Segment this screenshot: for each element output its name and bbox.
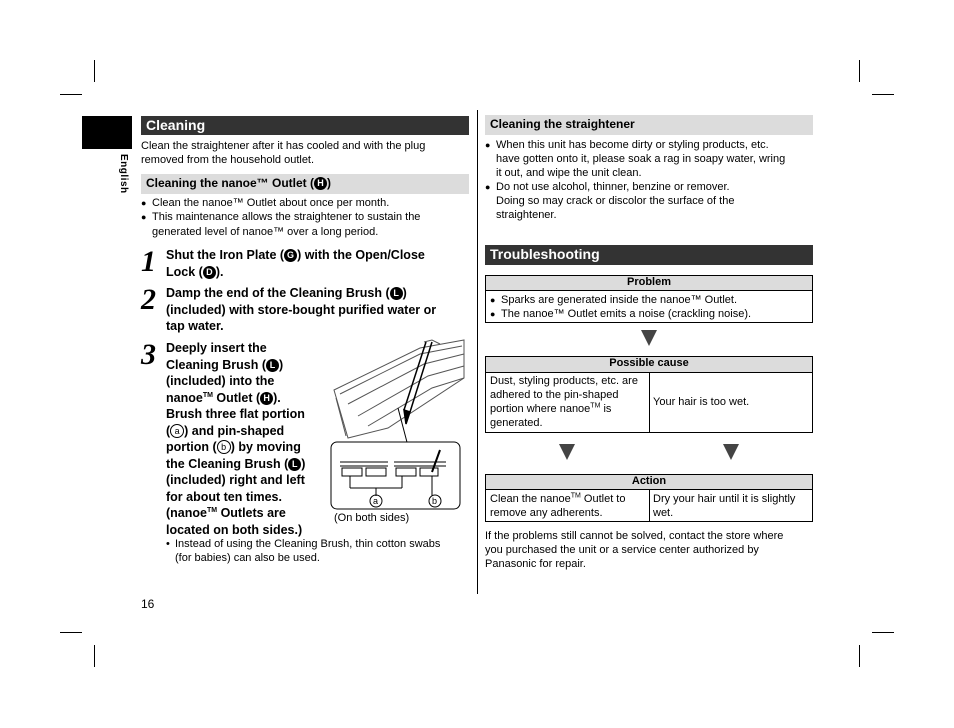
nanoe-bullet-2-cont: generated level of nanoe™ over a long period. xyxy=(152,226,379,238)
cause-divider xyxy=(649,372,650,433)
trademark-sup: TM xyxy=(202,391,213,399)
step-1-line-2 xyxy=(166,264,466,281)
straightener-bullet-1: ● When this unit has become dirty or styling products, etc. xyxy=(485,138,815,152)
step-3-text: Outlets are xyxy=(217,506,286,520)
action-1 xyxy=(490,492,648,520)
part-h-badge: H xyxy=(260,392,273,405)
trademark-sup: TM xyxy=(590,402,601,410)
trademark-sup: TM xyxy=(570,492,581,500)
label-a-circle: a xyxy=(170,424,184,438)
step-3-text: ( xyxy=(166,423,171,438)
step-3-line-5: Brush three flat portion xyxy=(166,407,305,421)
cause-1 xyxy=(490,374,648,430)
step-3-line-7 xyxy=(166,439,336,456)
step-3-line-2 xyxy=(166,357,336,374)
step-3-text: ) xyxy=(279,357,284,372)
step-3-text: (nanoe xyxy=(166,506,207,520)
crop-mark xyxy=(859,60,860,82)
page-number: 16 xyxy=(141,597,155,611)
step-1-text-b: ) with the Open/Close xyxy=(297,248,425,262)
label-b-circle: b xyxy=(217,440,231,454)
step-3-line-4 xyxy=(166,390,336,407)
crop-mark xyxy=(60,632,82,633)
problem-2: ● The nanoe™ Outlet emits a noise (crackling noise). xyxy=(490,307,810,321)
step-3-line-8 xyxy=(166,456,336,473)
step-3-line-6 xyxy=(166,423,336,440)
troubleshooting-heading: Troubleshooting xyxy=(485,245,813,265)
crop-mark xyxy=(60,94,82,95)
footer-line-2: you purchased the unit or a service center authorized by xyxy=(485,544,759,556)
cause-2: Your hair is too wet. xyxy=(653,396,750,408)
action-1-line: remove any adherents. xyxy=(490,507,603,519)
language-tab xyxy=(82,116,132,149)
step-1-text xyxy=(166,247,466,280)
language-label: English xyxy=(118,154,129,194)
action-header: Action xyxy=(485,474,813,490)
step-1-number: 1 xyxy=(141,245,156,278)
straightener-bullet-2: ● Do not use alcohol, thinner, benzine or remover. xyxy=(485,180,815,194)
part-l-badge: L xyxy=(288,458,301,471)
nanoe-heading-text: Cleaning the nanoe™ Outlet ( xyxy=(146,176,315,190)
straightener-bullet-1-cont: it out, and wipe the unit clean. xyxy=(496,167,642,179)
step-3-text: nanoe xyxy=(166,390,203,405)
column-divider xyxy=(477,110,478,594)
step-3-line-3: (included) into the xyxy=(166,374,275,388)
arrow-down-icon xyxy=(641,330,657,346)
step-2-number: 2 xyxy=(141,283,156,316)
trademark-sup: TM xyxy=(206,506,218,514)
action-2 xyxy=(653,492,813,520)
step-3-text: Outlet ( xyxy=(212,390,261,405)
cause-1-line: adhered to the pin-shaped xyxy=(490,389,619,401)
step-3-line-1: Deeply insert the xyxy=(166,341,267,355)
cause-1-line: Dust, styling products, etc. are xyxy=(490,375,638,387)
crop-mark xyxy=(872,632,894,633)
problem-header: Problem xyxy=(485,275,813,291)
nanoe-heading xyxy=(141,174,469,194)
step-3-line-12: located on both sides.) xyxy=(166,522,303,537)
action-1-text: Clean the nanoe xyxy=(490,493,571,505)
figure-label-a: a xyxy=(373,496,379,506)
action-2-line: wet. xyxy=(653,507,674,519)
cleaning-intro-line2: removed from the household outlet. xyxy=(141,154,315,166)
problem-1: ● Sparks are generated inside the nanoe™ Outlet. xyxy=(490,293,810,307)
action-divider xyxy=(649,489,650,522)
straightener-bullet-2-cont: straightener. xyxy=(496,209,557,221)
note-bullet: • xyxy=(166,538,170,550)
step-1-text-c: Lock ( xyxy=(166,264,203,279)
step-3-text: ) by moving xyxy=(230,440,301,454)
crop-mark xyxy=(859,645,860,667)
action-1-line xyxy=(490,492,648,506)
step-2-line-2: (included) with store-bought purified water or xyxy=(166,302,437,317)
straightener-bullet-2-cont: Doing so may crack or discolor the surface of the xyxy=(496,195,735,207)
cause-1-line: generated. xyxy=(490,417,543,429)
straightener-bullet-1-cont: have gotten onto it, please soak a rag in soapy water, wring xyxy=(496,153,786,165)
arrow-down-icon xyxy=(723,444,739,460)
action-2-line: Dry your hair until it is slightly xyxy=(653,493,796,505)
crop-mark xyxy=(94,645,95,667)
part-g-badge: G xyxy=(284,249,297,262)
step-3-text: portion ( xyxy=(166,440,217,454)
cause-1-text: portion where nanoe xyxy=(490,403,591,415)
arrow-down-icon xyxy=(559,444,575,460)
step-2-text-a: Damp the end of the Cleaning Brush ( xyxy=(166,286,390,300)
cause-1-text: is xyxy=(600,403,612,415)
step-3-text xyxy=(166,340,336,538)
step-3-line-9: (included) right and left xyxy=(166,473,305,487)
nanoe-bullet-2: ● This maintenance allows the straightener to sustain the xyxy=(141,210,471,224)
part-l-badge: L xyxy=(390,287,403,300)
step-2-line-3: tap water. xyxy=(166,319,224,333)
action-1-text: Outlet to xyxy=(580,493,626,505)
nanoe-heading-close: ) xyxy=(327,176,332,190)
footer-line-3: Panasonic for repair. xyxy=(485,558,586,570)
step-3-text: ) xyxy=(301,456,306,471)
step-3-text: ). xyxy=(273,390,281,405)
step-2-text-b: ) xyxy=(402,286,407,300)
step-1-line-1 xyxy=(166,247,466,264)
part-d-badge: D xyxy=(203,266,216,279)
straightener-heading: Cleaning the straightener xyxy=(485,115,813,135)
cleaning-brush-illustration xyxy=(328,338,468,514)
crop-mark xyxy=(94,60,95,82)
step-3-text: ) and pin-shaped xyxy=(184,423,285,438)
step-3-line-10: for about ten times. xyxy=(166,489,282,504)
part-h-badge: H xyxy=(314,177,327,190)
note-line-1: Instead of using the Cleaning Brush, thin cotton swabs xyxy=(175,538,441,550)
cause-1-line xyxy=(490,402,648,416)
step-3-text: Cleaning Brush ( xyxy=(166,357,267,372)
footer-line-1: If the problems still cannot be solved, contact the store where xyxy=(485,530,784,542)
cleaning-heading: Cleaning xyxy=(141,116,469,135)
step-3-number: 3 xyxy=(141,338,156,371)
step-1-text-d: ). xyxy=(215,264,224,279)
part-l-badge: L xyxy=(266,359,279,372)
figure-label-b: b xyxy=(432,496,438,506)
nanoe-bullet-1: ● Clean the nanoe™ Outlet about once per month. xyxy=(141,196,471,210)
crop-mark xyxy=(872,94,894,95)
cleaning-intro-line1: Clean the straightener after it has cooled and with the plug xyxy=(141,140,426,152)
step-3-text: the Cleaning Brush ( xyxy=(166,456,289,471)
step-1-text-a: Shut the Iron Plate ( xyxy=(166,248,285,262)
step-2-text xyxy=(166,285,466,335)
figure-caption: (On both sides) xyxy=(334,512,410,524)
step-2-line-1 xyxy=(166,285,466,302)
step-3-line-11 xyxy=(166,505,336,522)
note-line-2: (for babies) can also be used. xyxy=(175,552,320,564)
cause-header: Possible cause xyxy=(485,356,813,373)
